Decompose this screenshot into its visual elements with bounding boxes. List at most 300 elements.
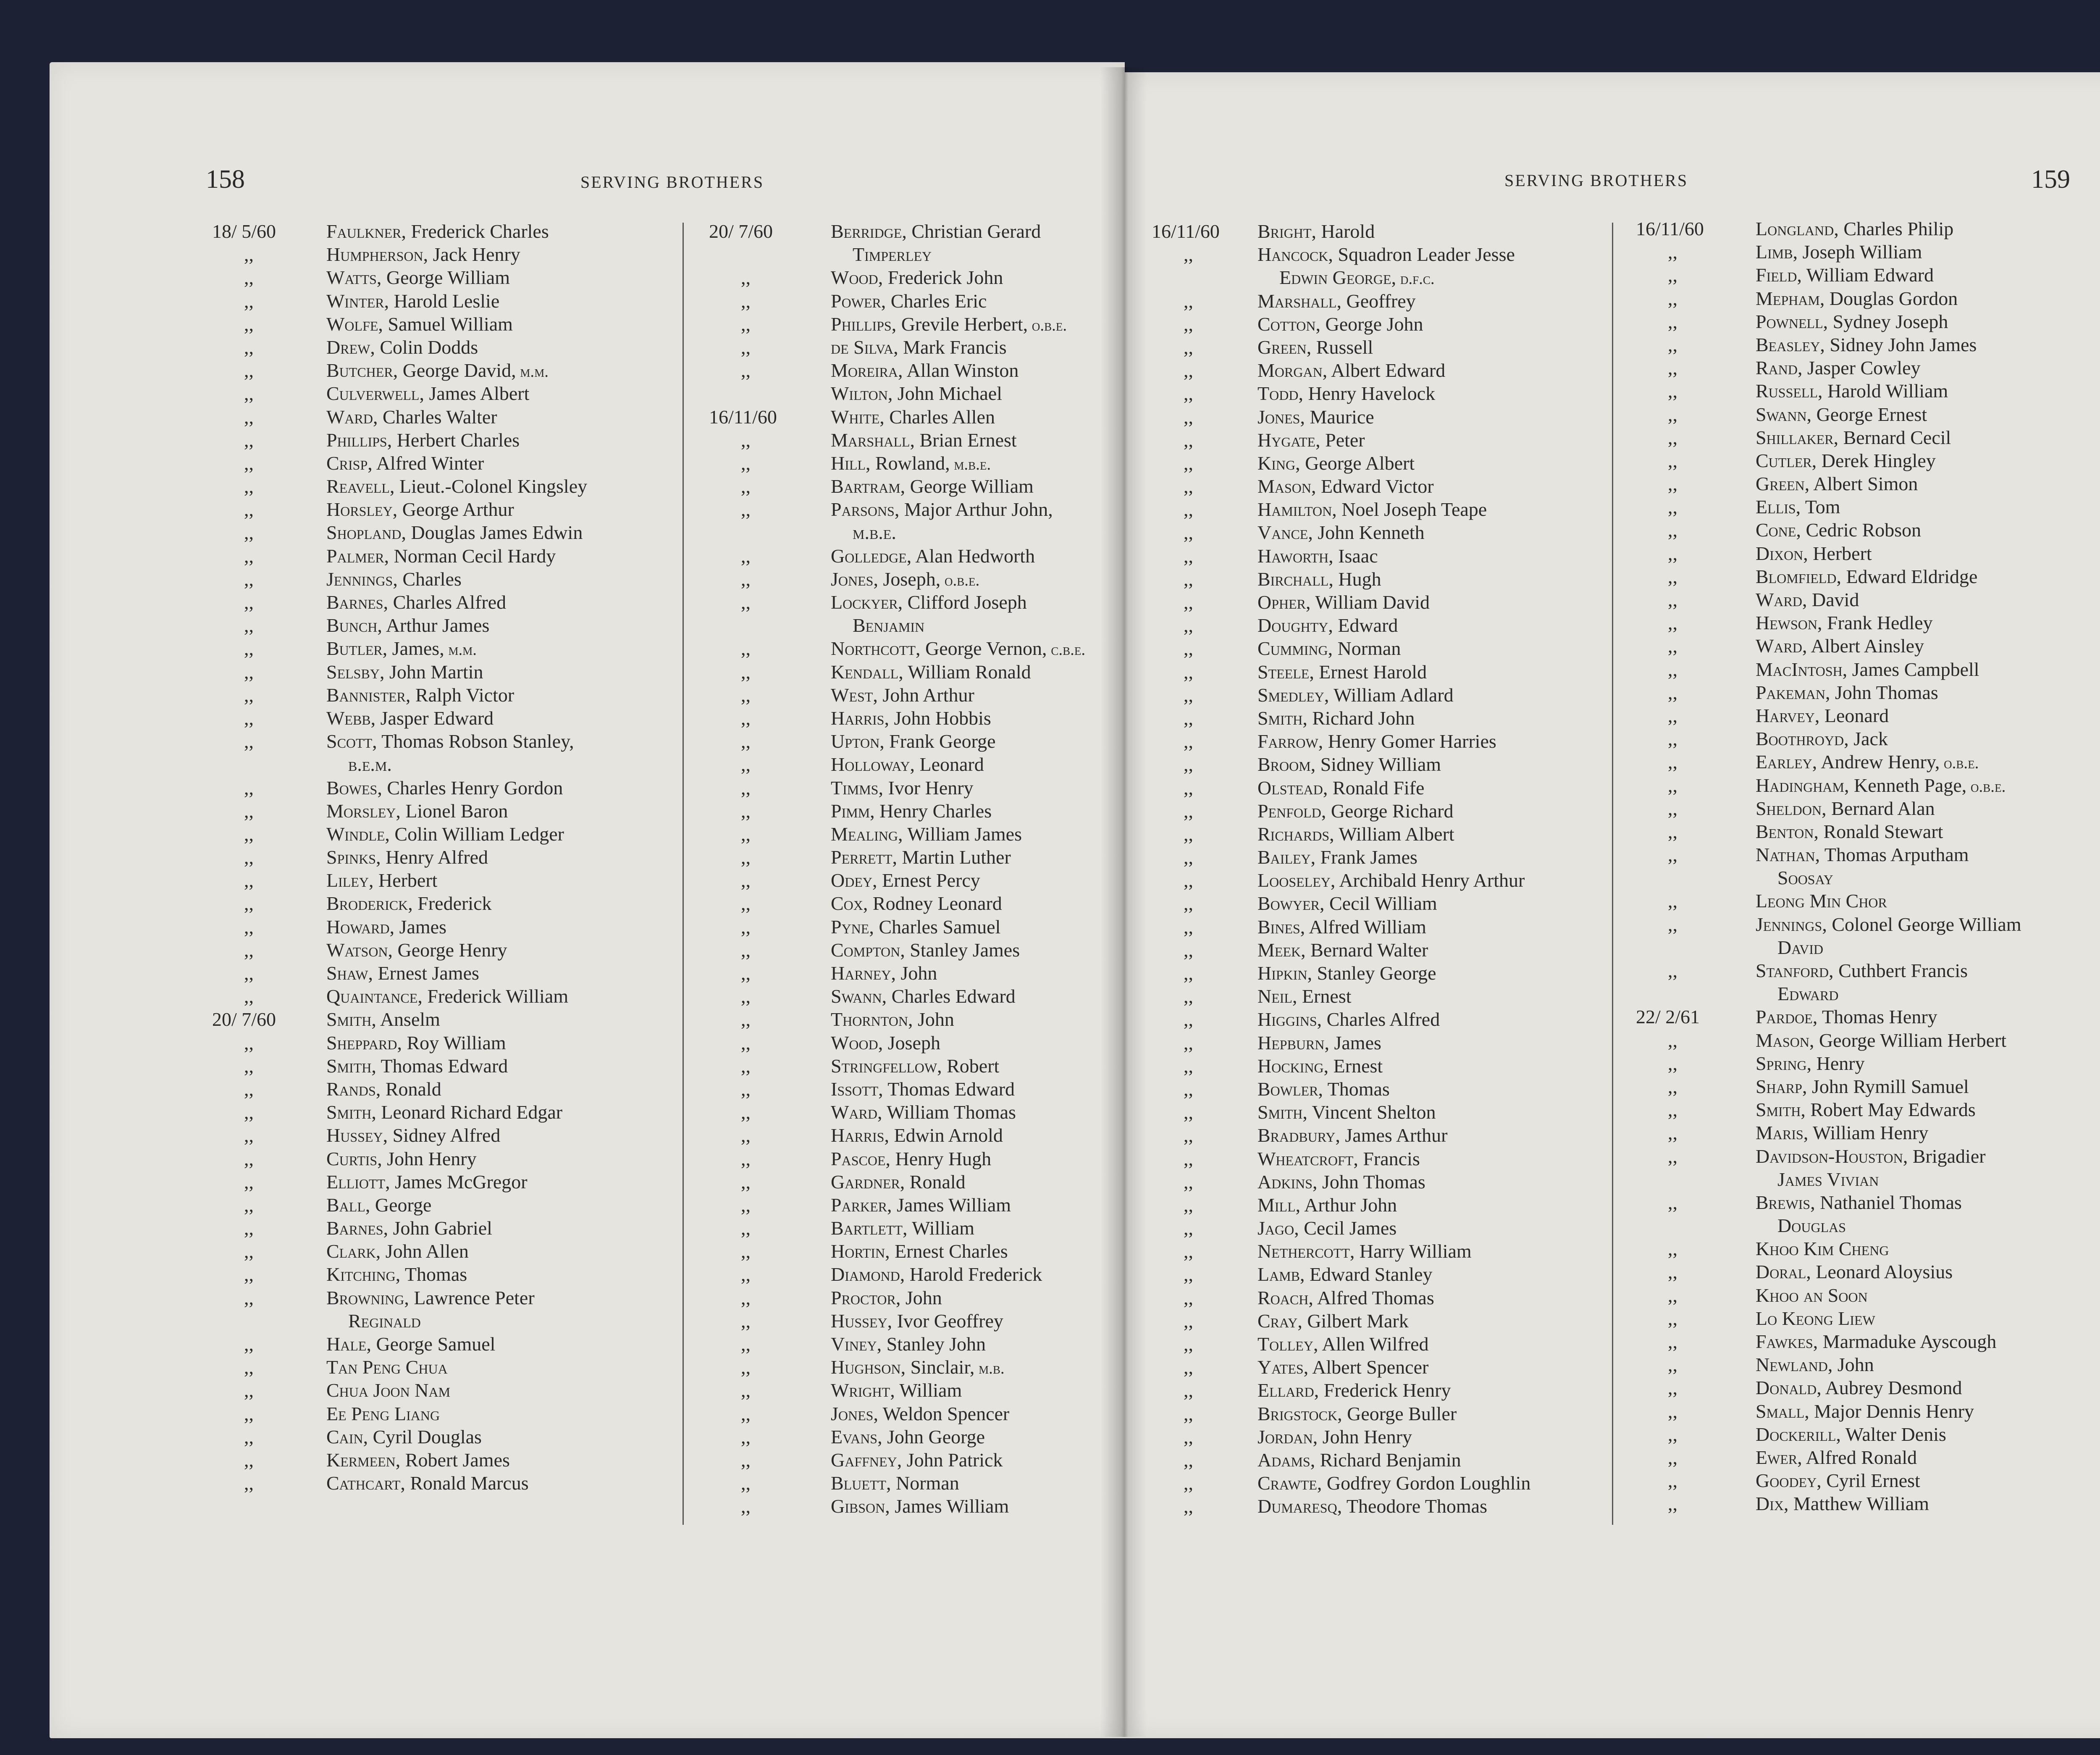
list-item xyxy=(212,637,674,660)
entry-name: Small, Major Dennis Henry xyxy=(1756,1400,1974,1422)
entry-name: Goodey, Cyril Ernest xyxy=(1756,1470,1920,1492)
entry-date: ,, xyxy=(244,730,254,752)
entry-date: ,, xyxy=(1668,542,1677,564)
list-item xyxy=(212,220,674,243)
list-item xyxy=(1636,658,2100,681)
entry-date: ,, xyxy=(1668,403,1677,425)
entry-name: Wilton, John Michael xyxy=(831,383,1002,405)
list-item xyxy=(709,1263,1121,1286)
entry-date: ,, xyxy=(244,846,254,868)
entry-date: ,, xyxy=(1668,1493,1677,1515)
entry-date: ,, xyxy=(244,1426,254,1448)
entry-date: ,, xyxy=(1184,522,1193,544)
entry-name: Butcher, George David, m.m. xyxy=(326,360,549,381)
entry-name: Clark, John Allen xyxy=(326,1240,469,1262)
entry-date: ,, xyxy=(1184,1264,1193,1285)
entry-date: ,, xyxy=(244,336,254,358)
entry-name: Nathan, Thomas Arputham xyxy=(1756,844,1969,866)
list-item xyxy=(709,1217,1121,1240)
entry-name: Hewson, Frank Hedley xyxy=(1756,612,1933,634)
entry-date: ,, xyxy=(741,638,751,659)
entry-name: Morgan, Albert Edward xyxy=(1257,360,1446,381)
entry-date: ,, xyxy=(1668,1470,1677,1492)
entry-date: ,, xyxy=(244,244,254,265)
entry-date: ,, xyxy=(1668,704,1677,726)
list-item xyxy=(1152,498,1605,521)
entry-date: ,, xyxy=(244,777,254,799)
entry-date: ,, xyxy=(244,267,254,289)
entry-name: Soosay xyxy=(1777,867,1833,889)
entry-date: ,, xyxy=(1184,893,1193,914)
entry-date: ,, xyxy=(1184,568,1193,590)
list-item xyxy=(1152,962,1605,985)
list-item xyxy=(212,939,674,962)
list-item xyxy=(212,452,674,475)
entry-name: Sheppard, Roy William xyxy=(326,1032,506,1054)
column-rule xyxy=(1612,223,1613,1525)
entry-date: ,, xyxy=(1184,730,1193,752)
entry-name: Moreira, Allan Winston xyxy=(831,360,1019,381)
entry-name: Timms, Ivor Henry xyxy=(831,777,974,799)
list-item xyxy=(709,753,1121,776)
entry-name: Shillaker, Bernard Cecil xyxy=(1756,426,1951,448)
entry-name: Marshall, Geoffrey xyxy=(1257,290,1416,312)
entry-name: Palmer, Norman Cecil Hardy xyxy=(326,545,556,567)
list-item xyxy=(212,1310,674,1333)
entry-name: Harris, Edwin Arnold xyxy=(831,1124,1003,1146)
list-item xyxy=(1636,820,2100,843)
entry-date: ,, xyxy=(1184,1078,1193,1100)
entry-date: ,, xyxy=(741,429,751,451)
entry-date: ,, xyxy=(244,476,254,497)
list-item xyxy=(212,614,674,637)
list-item xyxy=(1152,1287,1605,1310)
entry-date: ,, xyxy=(244,1217,254,1239)
list-item xyxy=(1636,1052,2100,1075)
entry-name: Selsby, John Martin xyxy=(326,661,483,683)
entry-name: Brigstock, George Buller xyxy=(1257,1403,1457,1424)
list-item xyxy=(1636,612,2100,635)
list-item xyxy=(1636,380,2100,403)
entry-date: ,, xyxy=(244,1171,254,1193)
entry-date: ,, xyxy=(244,661,254,683)
list-item xyxy=(212,521,674,544)
list-item xyxy=(1636,519,2100,542)
entry-name: Ellis, Tom xyxy=(1756,496,1840,518)
entry-name: Edwin George, d.f.c. xyxy=(1279,267,1435,289)
entry-date: ,, xyxy=(1668,380,1677,402)
entry-name: Harney, John xyxy=(831,962,937,984)
list-item xyxy=(1636,1029,2100,1052)
entry-name: Pownell, Sydney Joseph xyxy=(1756,310,1948,332)
list-item xyxy=(1636,681,2100,704)
entry-date: ,, xyxy=(1668,797,1677,819)
entry-date: ,, xyxy=(1668,1238,1677,1260)
entry-date: ,, xyxy=(741,823,751,845)
entry-date: ,, xyxy=(741,1032,751,1054)
entry-name: Parker, James William xyxy=(831,1194,1011,1216)
list-item xyxy=(212,985,674,1008)
list-item xyxy=(709,730,1121,753)
list-item xyxy=(1636,728,2100,751)
entry-date: ,, xyxy=(1184,499,1193,520)
list-item xyxy=(212,1240,674,1263)
entry-date: ,, xyxy=(244,568,254,590)
list-item xyxy=(212,730,674,753)
entry-date: ,, xyxy=(244,800,254,822)
list-item xyxy=(1636,496,2100,519)
entry-name: Donald, Aubrey Desmond xyxy=(1756,1377,1962,1399)
entry-name: Jones, Weldon Spencer xyxy=(831,1403,1010,1424)
list-item xyxy=(212,1379,674,1402)
entry-date: ,, xyxy=(1668,310,1677,332)
list-item xyxy=(1636,565,2100,589)
entry-date: ,, xyxy=(244,1333,254,1355)
page-number: 159 xyxy=(2031,165,2070,194)
entry-name: Bradbury, James Arthur xyxy=(1257,1124,1448,1146)
entry-name: Vance, John Kenneth xyxy=(1257,522,1425,544)
list-item xyxy=(1152,406,1605,429)
list-item xyxy=(1152,1379,1605,1402)
list-item xyxy=(1152,1356,1605,1379)
entry-name: Green, Russell xyxy=(1257,336,1373,358)
list-item xyxy=(212,1472,674,1495)
list-item xyxy=(212,1356,674,1379)
entry-name: Spring, Henry xyxy=(1756,1052,1865,1074)
list-item xyxy=(1152,916,1605,939)
list-item xyxy=(1152,1403,1605,1426)
list-item xyxy=(709,452,1121,475)
entry-name: Dockerill, Walter Denis xyxy=(1756,1423,1946,1445)
list-item xyxy=(1636,797,2100,820)
entry-name: Mason, Edward Victor xyxy=(1257,476,1434,497)
entry-name: Jordan, John Henry xyxy=(1257,1426,1412,1448)
list-item xyxy=(709,777,1121,800)
list-item xyxy=(709,591,1121,614)
entry-name: Webb, Jasper Edward xyxy=(326,707,494,729)
entry-name: Golledge, Alan Hedworth xyxy=(831,545,1035,567)
list-item xyxy=(1636,1469,2100,1492)
entry-name: Wright, William xyxy=(831,1379,962,1401)
list-item xyxy=(212,1101,674,1124)
entry-name: Newland, John xyxy=(1756,1354,1874,1376)
entry-name: Dumaresq, Theodore Thomas xyxy=(1257,1495,1487,1517)
entry-name: Swann, George Ernest xyxy=(1756,403,1927,425)
entry-name: Pascoe, Henry Hugh xyxy=(831,1148,992,1169)
entry-date: ,, xyxy=(741,1009,751,1030)
entry-name: Leong Min Chor xyxy=(1756,890,1887,912)
entry-name: Adkins, John Thomas xyxy=(1257,1171,1425,1193)
list-item xyxy=(709,661,1121,684)
entry-name: Liley, Herbert xyxy=(326,870,438,891)
entry-date: ,, xyxy=(741,684,751,706)
entry-date: ,, xyxy=(1668,473,1677,495)
entry-name: Diamond, Harold Frederick xyxy=(831,1264,1042,1285)
entry-date: ,, xyxy=(1668,357,1677,379)
entry-name: Rand, Jasper Cowley xyxy=(1756,357,1921,379)
list-item xyxy=(212,498,674,521)
entry-name: Bright, Harold xyxy=(1257,221,1375,242)
entry-name: Culverwell, James Albert xyxy=(326,383,530,405)
list-item xyxy=(1636,751,2100,774)
list-item xyxy=(1636,1075,2100,1098)
list-item xyxy=(709,545,1121,568)
entry-date: ,, xyxy=(1668,890,1677,912)
list-item xyxy=(212,892,674,915)
list-item xyxy=(1636,890,2100,913)
entry-date: ,, xyxy=(1184,313,1193,335)
list-item xyxy=(1636,1492,2100,1516)
entry-date: ,, xyxy=(1184,870,1193,891)
list-item xyxy=(212,916,674,939)
list-item xyxy=(1636,704,2100,728)
entry-name: Perrett, Martin Luther xyxy=(831,846,1011,868)
list-item xyxy=(1152,1032,1605,1055)
entry-date: ,, xyxy=(1668,1400,1677,1422)
entry-date: ,, xyxy=(741,1472,751,1494)
entry-name: Bailey, Frank James xyxy=(1257,846,1418,868)
entry-name: Northcott, George Vernon, c.b.e. xyxy=(831,638,1086,659)
list-item xyxy=(1152,1194,1605,1217)
list-item xyxy=(709,1101,1121,1124)
entry-name: Compton, Stanley James xyxy=(831,939,1020,961)
entry-date: ,, xyxy=(1184,1217,1193,1239)
entry-name: Bartlett, William xyxy=(831,1217,975,1239)
list-item xyxy=(709,892,1121,915)
entry-date: ,, xyxy=(1184,754,1193,775)
entry-date: ,, xyxy=(244,916,254,938)
entry-name: Jennings, Colonel George William xyxy=(1756,913,2021,935)
entry-date: ,, xyxy=(741,846,751,868)
list-item xyxy=(1636,1423,2100,1446)
entry-name: Hepburn, James xyxy=(1257,1032,1381,1054)
list-item xyxy=(1152,1055,1605,1078)
entry-name: Humpherson, Jack Henry xyxy=(326,244,520,265)
list-item xyxy=(1152,1217,1605,1240)
entry-name: de Silva, Mark Francis xyxy=(831,336,1007,358)
entry-date: ,, xyxy=(1668,1191,1677,1213)
list-item xyxy=(1152,1240,1605,1263)
entry-date: ,, xyxy=(741,591,751,613)
entry-date: ,, xyxy=(741,800,751,822)
list-item xyxy=(709,243,1121,266)
entry-name: Smedley, William Adlard xyxy=(1257,684,1454,706)
entry-name: Tan Peng Chua xyxy=(326,1356,448,1378)
entry-name: Sheldon, Bernard Alan xyxy=(1756,797,1935,819)
list-item xyxy=(1152,220,1605,243)
entry-name: Rands, Ronald xyxy=(326,1078,441,1100)
entry-name: Howard, James xyxy=(326,916,446,938)
entry-date: ,, xyxy=(244,591,254,613)
list-item xyxy=(212,753,674,776)
list-item xyxy=(212,684,674,707)
list-item xyxy=(1152,1449,1605,1472)
list-item xyxy=(212,359,674,382)
entry-date: ,, xyxy=(1184,1403,1193,1424)
entry-name: Reavell, Lieut.-Colonel Kingsley xyxy=(326,476,588,497)
list-item xyxy=(709,846,1121,869)
entry-date: ,, xyxy=(1184,916,1193,938)
list-item xyxy=(212,1449,674,1472)
entry-date: ,, xyxy=(1184,476,1193,497)
entry-name: Pakeman, John Thomas xyxy=(1756,681,1938,703)
entry-name: Beasley, Sidney John James xyxy=(1756,334,1977,355)
list-item xyxy=(709,498,1121,521)
entry-name: Hadingham, Kenneth Page, o.b.e. xyxy=(1756,774,2006,796)
list-item xyxy=(1152,545,1605,568)
list-item xyxy=(1152,753,1605,776)
list-item xyxy=(1152,730,1605,753)
list-item xyxy=(1636,1006,2100,1029)
list-item xyxy=(212,1263,674,1286)
entry-date: ,, xyxy=(1184,452,1193,474)
entry-date: ,, xyxy=(1668,1423,1677,1445)
entry-name: Higgins, Charles Alfred xyxy=(1257,1009,1440,1030)
list-item xyxy=(1152,1008,1605,1031)
entry-date: ,, xyxy=(244,1472,254,1494)
entry-name: m.b.e. xyxy=(853,522,896,544)
entry-name: Gardner, Ronald xyxy=(831,1171,966,1193)
entry-name: Farrow, Henry Gomer Harries xyxy=(1257,730,1496,752)
entry-date: ,, xyxy=(244,522,254,544)
entry-name: Dixon, Herbert xyxy=(1756,542,1872,564)
entry-date: ,, xyxy=(1184,545,1193,567)
entry-date: ,, xyxy=(1668,287,1677,309)
entry-name: MacIntosh, James Campbell xyxy=(1756,658,1979,680)
entry-date: 20/ 7/60 xyxy=(709,221,773,242)
entry-date: ,, xyxy=(1184,985,1193,1007)
entry-date: ,, xyxy=(244,313,254,335)
list-item xyxy=(1152,452,1605,475)
list-item xyxy=(1636,310,2100,334)
list-item xyxy=(1636,1307,2100,1330)
list-item xyxy=(709,1426,1121,1449)
entry-name: Looseley, Archibald Henry Arthur xyxy=(1257,870,1525,891)
entry-date: ,, xyxy=(741,777,751,799)
entry-date: ,, xyxy=(1184,939,1193,961)
entry-name: Hughson, Sinclair, m.b. xyxy=(831,1356,1005,1378)
entry-name: Tolley, Allen Wilfred xyxy=(1257,1333,1429,1355)
entry-date: ,, xyxy=(244,615,254,636)
entry-name: Wheatcroft, Francis xyxy=(1257,1148,1420,1169)
entry-date: ,, xyxy=(741,1194,751,1216)
entry-date: 16/11/60 xyxy=(1636,218,1704,239)
entry-name: Upton, Frank George xyxy=(831,730,996,752)
entry-name: Green, Albert Simon xyxy=(1756,473,1918,495)
entry-name: Butler, James, m.m. xyxy=(326,638,477,659)
list-item xyxy=(1152,382,1605,405)
list-item xyxy=(1636,1446,2100,1469)
entry-date: ,, xyxy=(1184,336,1193,358)
entry-name: Harvey, Leonard xyxy=(1756,704,1889,726)
entry-date: ,, xyxy=(1184,661,1193,683)
list-item xyxy=(1152,985,1605,1008)
entry-date: ,, xyxy=(741,499,751,520)
list-item xyxy=(212,475,674,498)
entry-date: ,, xyxy=(1668,1377,1677,1399)
entry-date: ,, xyxy=(1184,638,1193,659)
entry-name: Steele, Ernest Harold xyxy=(1257,661,1427,683)
entry-name: Harris, John Hobbis xyxy=(831,707,991,729)
entry-name: Olstead, Ronald Fife xyxy=(1257,777,1425,799)
column-rule xyxy=(682,223,684,1525)
entry-name: Hygate, Peter xyxy=(1257,429,1365,451)
list-item xyxy=(1636,867,2100,890)
entry-date: ,, xyxy=(1184,800,1193,822)
list-item xyxy=(1636,1330,2100,1353)
entry-date: ,, xyxy=(244,1379,254,1401)
list-item xyxy=(709,359,1121,382)
entry-name: Hamilton, Noel Joseph Teape xyxy=(1257,499,1487,520)
entry-name: Bartram, George William xyxy=(831,476,1034,497)
entry-name: Wood, Frederick John xyxy=(831,267,1003,289)
list-item xyxy=(1152,1426,1605,1449)
entry-name: Russell, Harold William xyxy=(1756,380,1948,402)
entry-date: ,, xyxy=(1184,1124,1193,1146)
entry-date: ,, xyxy=(1668,334,1677,355)
entry-date: ,, xyxy=(244,545,254,567)
entry-name: Jones, Joseph, o.b.e. xyxy=(831,568,980,590)
entry-name: Viney, Stanley John xyxy=(831,1333,986,1355)
entry-name: Yates, Albert Spencer xyxy=(1257,1356,1429,1378)
entry-date: ,, xyxy=(741,939,751,961)
entry-date: ,, xyxy=(741,267,751,289)
entry-date: ,, xyxy=(741,1287,751,1308)
list-item xyxy=(1152,266,1605,289)
list-item xyxy=(709,614,1121,637)
entry-name: Bowler, Thomas xyxy=(1257,1078,1390,1100)
list-item xyxy=(212,869,674,892)
entry-name: Lockyer, Clifford Joseph xyxy=(831,591,1027,613)
entry-name: Jago, Cecil James xyxy=(1257,1217,1397,1239)
entry-name: Barnes, Charles Alfred xyxy=(326,591,507,613)
entry-name: Bluett, Norman xyxy=(831,1472,959,1494)
list-item xyxy=(1636,983,2100,1006)
entry-date: ,, xyxy=(244,383,254,405)
entry-name: Benton, Ronald Stewart xyxy=(1756,820,1943,842)
entry-date: ,, xyxy=(1668,681,1677,703)
entry-date: ,, xyxy=(741,707,751,729)
entry-name: Kermeen, Robert James xyxy=(326,1449,510,1471)
list-item xyxy=(1152,1472,1605,1495)
list-item xyxy=(1636,241,2100,264)
list-item xyxy=(1636,1122,2100,1145)
entry-name: Ward, William Thomas xyxy=(831,1101,1016,1123)
list-item xyxy=(709,336,1121,359)
list-item xyxy=(212,382,674,405)
entry-name: Adams, Richard Benjamin xyxy=(1257,1449,1461,1471)
entry-name: Mealing, William James xyxy=(831,823,1022,845)
entry-date: ,, xyxy=(244,1148,254,1169)
entry-name: Ward, Albert Ainsley xyxy=(1756,635,1924,657)
entry-date: ,, xyxy=(1184,591,1193,613)
list-item xyxy=(1152,1124,1605,1147)
entry-date: ,, xyxy=(1668,565,1677,587)
entry-date: ,, xyxy=(741,893,751,914)
list-item xyxy=(1636,473,2100,496)
entry-name: Thornton, John xyxy=(831,1009,954,1030)
entry-name: Dix, Matthew William xyxy=(1756,1493,1929,1515)
entry-name: Roach, Alfred Thomas xyxy=(1257,1287,1434,1308)
entry-date: ,, xyxy=(1668,612,1677,634)
entry-name: Stanford, Cuthbert Francis xyxy=(1756,960,1968,981)
list-item xyxy=(1636,1168,2100,1191)
entry-name: Cutler, Derek Hingley xyxy=(1756,449,1936,471)
entry-date: ,, xyxy=(1668,1331,1677,1352)
entry-date: ,, xyxy=(1668,844,1677,866)
list-item xyxy=(1152,1101,1605,1124)
entry-name: Phillips, Grevile Herbert, o.b.e. xyxy=(831,313,1067,335)
